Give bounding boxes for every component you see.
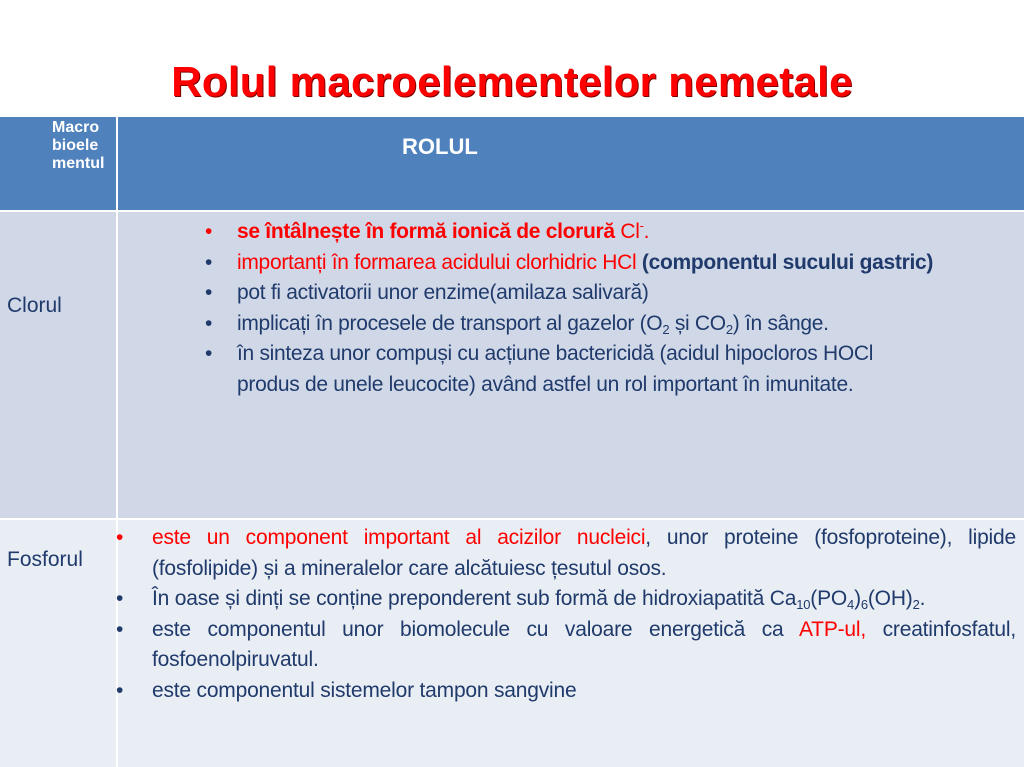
list-item (116, 615, 1016, 676)
header-role-label: ROLUL (402, 134, 478, 159)
text-segment: pot fi activatorii unor enzime(amilaza salivară) (237, 281, 649, 304)
element-name: Fosforul (7, 548, 83, 571)
text-segment: și CO (669, 311, 726, 335)
text-segment: . (643, 220, 650, 243)
text-segment: (OH) (867, 587, 913, 610)
element-cell (0, 212, 118, 518)
text-segment: 2 (912, 597, 920, 612)
list-item (205, 248, 937, 279)
text-segment: ) în sânge. (732, 311, 829, 335)
text-segment: - (639, 218, 644, 233)
text-segment: . (919, 587, 926, 610)
text-segment: este componentul unor biomolecule cu valoare energetică ca (152, 617, 799, 641)
list-item (205, 339, 937, 400)
header-element-line: mentul (52, 155, 105, 172)
list-item (205, 278, 937, 309)
list-item (116, 584, 1016, 615)
table-row-chlorine (0, 212, 1024, 518)
text-segment: 2 (725, 321, 733, 337)
text-segment: Cl (620, 220, 640, 243)
text-segment: ATP-ul, (798, 617, 866, 641)
bullet-icon: • (116, 678, 124, 702)
text-segment: se întâlnește în formă ionică de clorură (237, 220, 621, 243)
bullet-icon: • (205, 220, 213, 243)
text-segment: 2 (662, 321, 670, 337)
header-element-line: Macro (52, 119, 100, 136)
header-role-cell (118, 117, 1024, 210)
list-item (116, 676, 1016, 707)
header-element-cell (0, 117, 118, 210)
text-segment: implicați în procesele de transport al gazelor (O (237, 311, 663, 335)
table-row-phosphorus (0, 520, 1024, 767)
text-segment: creatinfosfatul, fosfoenolpiruvatul. (152, 617, 1016, 671)
role-cell (118, 212, 1024, 518)
text-segment: în sinteza unor compuși cu acțiune bactericidă (acidul hipocloros HOCl produs de unele leucocite) având astfel un rol important în imunitate. (237, 342, 874, 396)
slide-title: Rolul macroelementelor nemetale (171, 58, 853, 105)
list-item (116, 523, 1016, 584)
text-segment: 10 (796, 597, 811, 612)
text-segment: ) (854, 587, 861, 610)
bullet-icon: • (205, 250, 213, 274)
text-segment: este un component important al acizilor nucleici (152, 526, 646, 549)
bullet-icon: • (116, 617, 124, 641)
bullet-icon: • (205, 311, 213, 335)
table-header-row (0, 117, 1024, 210)
list-item (205, 217, 937, 248)
text-segment: (PO (810, 587, 848, 610)
text-segment: (componentul sucului gastric) (641, 250, 934, 274)
text-segment: importanți în formarea acidului clorhidric HCl (237, 250, 642, 274)
element-cell (0, 520, 118, 767)
text-segment: În oase și dinți se conține preponderent sub formă de hidroxiapatită Ca (152, 587, 797, 610)
text-segment: 4 (847, 597, 855, 612)
bullet-icon: • (116, 587, 124, 610)
bullet-icon: • (205, 342, 213, 365)
bullet-icon: • (116, 526, 124, 549)
element-name: Clorul (7, 294, 62, 317)
text-segment: , unor proteine (fosfoproteine), lipide (fosfolipide) și a mineralelor care alcătuiesc țesutul osos. (152, 526, 1016, 580)
bullet-icon: • (205, 281, 213, 304)
header-element-line: bioele (52, 137, 99, 154)
text-segment: 6 (860, 597, 868, 612)
list-item (205, 309, 937, 340)
role-list (116, 523, 1016, 706)
role-list (205, 217, 937, 400)
text-segment: este componentul sistemelor tampon sangvine (152, 678, 577, 702)
macroelements-table (0, 117, 1024, 767)
role-cell (118, 520, 1024, 767)
